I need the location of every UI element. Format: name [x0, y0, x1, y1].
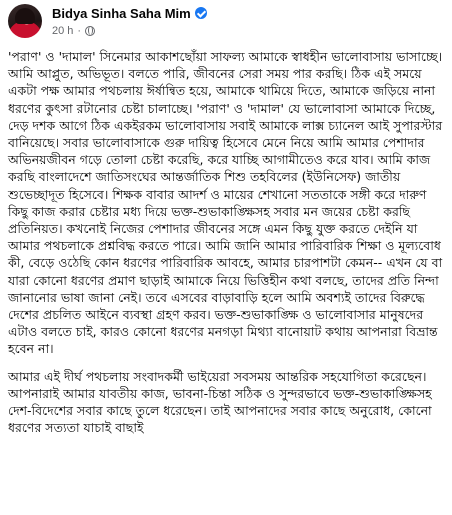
post-paragraph-1: 'পরাণ' ও 'দামাল' সিনেমার আকাশছোঁয়া সাফল্য আমাকে স্বাধহীন ভালোবাসায় ভাসাচ্ছে। আমি আপ্লুত, অভিভূত। বলতে পারি, জীবনের সেরা সময় পার করছি। ঠিক এই সময়ে একটা পক্ষ আমার পথচলায় ঈর্ষান্বিত হয়ে, আমাকে থামিয়ে দিতে, আমাকে জড়িয়ে নানা ধরণের কুৎসা রটানোর চেষ্টা চালাচ্ছে। 'পরাণ' ও 'দামাল' যে ভালোবাসা আমাকে দিচ্ছে, দেড় দশক আগে ঠিক একইরকম ভালোবাসায় সবাই আমাকে লাক্স চ্যানেল আই সুপারস্টার বানিয়েছে। সবার ভালোবাসাকে গুরু দায়িত্ব হিসেবে মেনে নিয়ে আমি আমার পেশাদার অভিনয়জীবন গড়ে তোলা চেষ্টা করেছি, করে যাচ্ছি আগামীতেও করে যাব। আমি কাজ করছি বাংলাদেশে জাতিসংঘের আন্তর্জাতিক শিশু তহবিলের (ইউনিসেফ) জাতীয় শুভেচ্ছাদূত হিসেবে। শিক্ষক বাবার আদর্শ ও মায়ের শেখানো সততাকে সঙ্গী করে দারুণ কিছু কাজ করার চেষ্টার মধ্য দিয়ে ভক্ত-শুভাকাঙ্ক্ষিসহ সবার মন জয়ের চেষ্টা করছি প্রতিনিয়ত। কখনোই নিজের পেশাদার জীবনের সঙ্গে এমন কিছু যুক্ত করতে দেইনি যা আমার পথচলাকে প্রশ্নবিদ্ধ করতে পারে। আমি জানি আমার পারিবারিক শিক্ষা ও মূল্যবোধ কী, বেড়ে ওঠেছি কোন ধরণের পারিবারিক আবহে, আমার চারপাশটা কেমন-- এখন যে বা যারা কোনো ধরণের প্রমাণ ছাড়াই আমাকে নিয়ে ভিত্তিহীন কথা বলছে, তাদের প্রতি নিন্দা জানানোর ভাষা জানা নেই। তবে এসবের বাড়াবাড়ি হলে আমি অবশ্যই তাদের বিরুদ্ধে দেশের প্রচলিত আইনে ব্যবস্থা গ্রহণ করব। ভক্ত-শুভাকাঙ্ক্ষি ও ভালোবাসার মানুষদের এটাও বলতে চাই, কারও কোনো ধরণের মনগড়া মিথ্যা বানোয়াট কথায় আপনারা বিভ্রান্ত হবেন না।: [8, 49, 443, 357]
author-name[interactable]: Bidya Sinha Saha Mim: [52, 5, 191, 21]
author-line: [52, 4, 207, 22]
meta-separator: ·: [77, 25, 82, 37]
post-meta: [52, 24, 95, 38]
post-time[interactable]: 20 h: [52, 25, 74, 37]
verified-badge-icon: [195, 7, 207, 19]
public-globe-icon[interactable]: [85, 26, 95, 36]
post-body: [8, 48, 444, 446]
author-avatar[interactable]: [8, 4, 42, 38]
post-header: [0, 0, 452, 44]
post-paragraph-2: আমার এই দীর্ঘ পথচলায় সংবাদকর্মী ভাইয়েরা সবসময় আন্তরিক সহযোগিতা করেছেন। আপনারাই আমার যাবতীয় কাজ, ভাবনা-চিন্তা সঠিক ও সুন্দরভাবে ভক্ত-শুভাকাঙ্ক্ষিসহ দেশ-বিদেশের সবার কাছে তুলে ধরেছেন। তাই আপনাদের সবার কাছে অনুরোধ, কোনো ধরণের সত্যতা যাচাই বাছাই: [8, 368, 432, 436]
